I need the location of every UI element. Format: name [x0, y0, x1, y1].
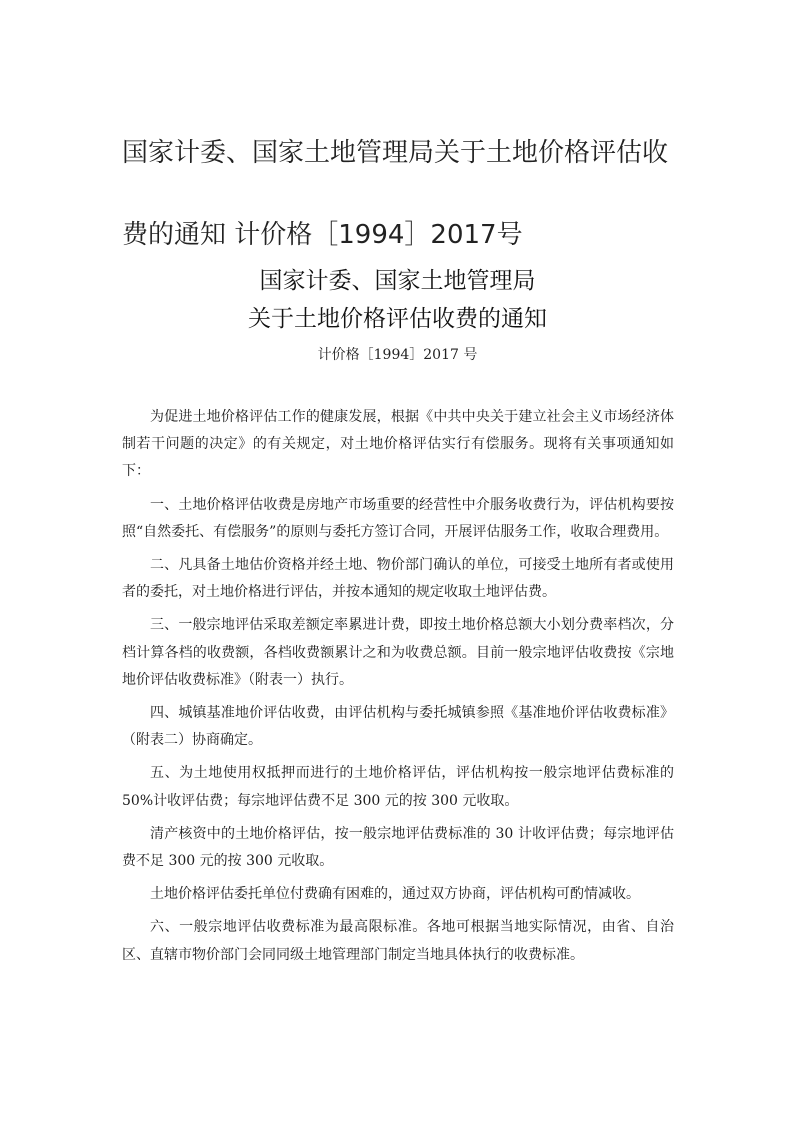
paragraph-item-6: 六、一般宗地评估收费标准为最高限标准。各地可根据当地实际情况，由省、自治区、直辖市物价部门会同同级土地管理部门制定当地具体执行的收费标准。 [122, 919, 674, 963]
paragraph-item-4: 四、城镇基准地价评估收费，由评估机构与委托城镇参照《基准地价评估收费标准》（附表二）协商确定。 [122, 705, 674, 749]
paragraph-item-5-fee-reduction: 土地价格评估委托单位付费确有困难的，通过双方协商，评估机构可酌情减收。 [150, 886, 640, 903]
paragraph-item-3: 三、一般宗地评估采取差额定率累进计费，即按土地价格总额大小划分费率档次，分档计算各档的收费额，各档收费额累计之和为收费总额。目前一般宗地评估收费按《宗地地价评估收费标准》（附表一）执行。 [122, 617, 674, 688]
document-title [122, 112, 702, 276]
document-title-line-1: 国家计委、国家土地管理局关于土地价格评估收 [122, 138, 669, 168]
paragraph-item-2: 二、凡具备土地估价资格并经土地、物价部门确认的单位，可接受土地所有者或使用者的委托，对土地价格进行评估，并按本通知的规定收取土地评估费。 [122, 557, 674, 601]
paragraph-item-1: 一、土地价格评估收费是房地产市场重要的经营性中介服务收费行为，评估机构要按照“自然委托、有偿服务”的原则与委托方签订合同，开展评估服务工作，收取合理费用。 [122, 496, 674, 540]
notice-issuer: 国家计委、国家土地管理局 [259, 268, 536, 294]
notice-body [122, 404, 674, 975]
notice-header [0, 262, 795, 370]
notice-subject: 关于土地价格评估收费的通知 [248, 306, 547, 332]
document-title-line-2: 费的通知 计价格［1994］2017号 [122, 220, 523, 250]
paragraph-item-5: 五、为土地使用权抵押而进行的土地价格评估，评估机构按一般宗地评估费标准的 50%计收评估费；每宗地评估费不足 300 元的按 300 元收取。 [122, 765, 674, 809]
paragraph-intro: 为促进土地价格评估工作的健康发展，根据《中共中央关于建立社会主义市场经济体制若干问题的决定》的有关规定，对土地价格评估实行有偿服务。现将有关事项通知如下： [122, 409, 674, 480]
document-number: 计价格［1994］2017 号 [317, 347, 478, 363]
paragraph-item-5-asset-check: 清产核资中的土地价格评估，按一般宗地评估费标准的 30 计收评估费；每宗地评估费不足 300 元的按 300 元收取。 [122, 825, 674, 870]
